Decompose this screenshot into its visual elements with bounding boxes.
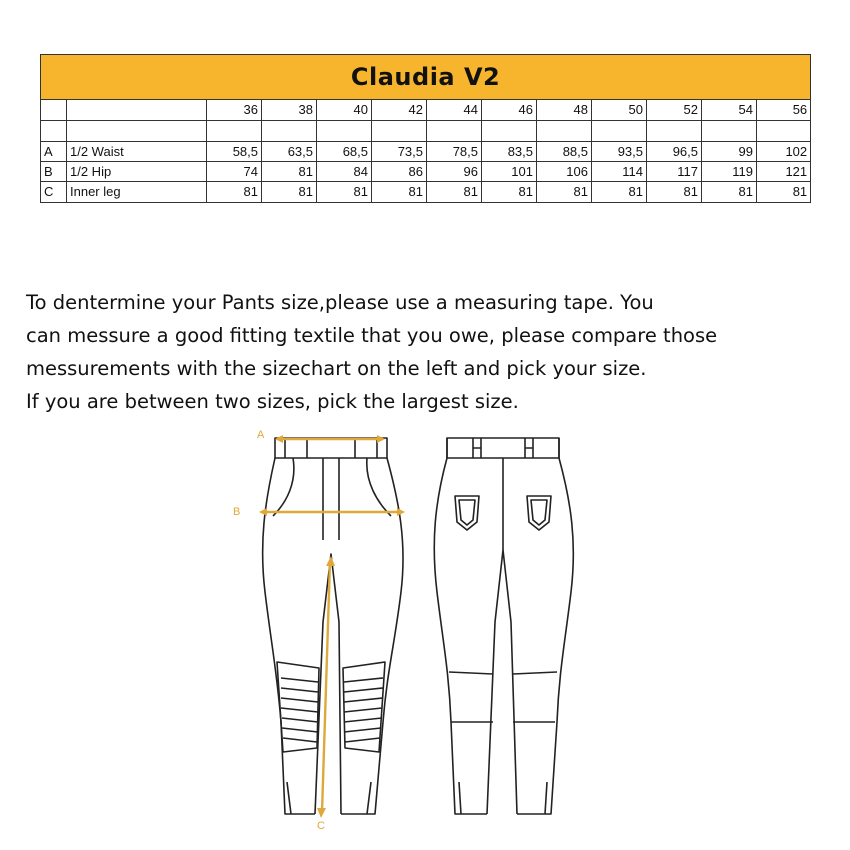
table-cell: 81 [207, 182, 262, 203]
size-header-cell: 46 [482, 100, 537, 121]
table-cell: 121 [757, 162, 811, 182]
table-cell: 93,5 [592, 142, 647, 162]
header-empty-cell [67, 100, 207, 121]
table-cell: 81 [262, 182, 317, 203]
label-c: C [317, 820, 325, 830]
row-label: Inner leg [67, 182, 207, 203]
row-label: 1/2 Hip [67, 162, 207, 182]
row-code: A [41, 142, 67, 162]
pants-diagram [215, 422, 595, 830]
size-header-cell: 56 [757, 100, 811, 121]
table-cell: 73,5 [372, 142, 427, 162]
table-cell: 96 [427, 162, 482, 182]
table-cell: 78,5 [427, 142, 482, 162]
size-chart-table [40, 54, 811, 203]
table-cell: 81 [702, 182, 757, 203]
table-row-inner-leg [41, 182, 811, 203]
table-cell: 101 [482, 162, 537, 182]
table-cell: 81 [537, 182, 592, 203]
pants-front-outline [263, 438, 403, 814]
label-a: A [257, 429, 265, 441]
size-header-row [41, 100, 811, 121]
table-cell: 63,5 [262, 142, 317, 162]
header-empty-cell [41, 100, 67, 121]
size-header-cell: 42 [372, 100, 427, 121]
pants-back-outline [434, 438, 573, 814]
table-cell: 74 [207, 162, 262, 182]
table-cell: 81 [757, 182, 811, 203]
table-cell: 102 [757, 142, 811, 162]
table-cell: 119 [702, 162, 757, 182]
table-cell: 81 [262, 162, 317, 182]
table-cell: 68,5 [317, 142, 372, 162]
table-cell: 88,5 [537, 142, 592, 162]
table-row-hip [41, 162, 811, 182]
blank-row [41, 121, 811, 142]
table-cell: 96,5 [647, 142, 702, 162]
label-b: B [233, 506, 241, 518]
table-cell: 117 [647, 162, 702, 182]
table-cell: 99 [702, 142, 757, 162]
table-cell: 81 [427, 182, 482, 203]
table-cell: 81 [372, 182, 427, 203]
chart-title: Claudia V2 [41, 55, 811, 100]
size-header-cell: 40 [317, 100, 372, 121]
hip-measure-line [259, 508, 405, 516]
table-cell: 81 [317, 182, 372, 203]
table-cell: 58,5 [207, 142, 262, 162]
size-header-cell: 44 [427, 100, 482, 121]
table-cell: 114 [592, 162, 647, 182]
size-header-cell: 48 [537, 100, 592, 121]
size-header-cell: 50 [592, 100, 647, 121]
chart-title-row [41, 55, 811, 100]
table-cell: 81 [592, 182, 647, 203]
table-row-waist [41, 142, 811, 162]
table-cell: 86 [372, 162, 427, 182]
row-label: 1/2 Waist [67, 142, 207, 162]
size-header-cell: 54 [702, 100, 757, 121]
size-header-cell: 38 [262, 100, 317, 121]
instructions-text: To dentermine your Pants size,please use a measuring tape. You can messure a good fitting textile that you owe, please compare those messurements with the sizechart on the left and pick your size. If you are between two sizes, pick the largest size. [26, 291, 718, 413]
table-cell: 81 [482, 182, 537, 203]
table-cell: 84 [317, 162, 372, 182]
size-header-cell: 36 [207, 100, 262, 121]
table-cell: 106 [537, 162, 592, 182]
row-code: C [41, 182, 67, 203]
table-cell: 81 [647, 182, 702, 203]
row-code: B [41, 162, 67, 182]
table-cell: 83,5 [482, 142, 537, 162]
size-header-cell: 52 [647, 100, 702, 121]
waist-measure-line [275, 435, 385, 443]
